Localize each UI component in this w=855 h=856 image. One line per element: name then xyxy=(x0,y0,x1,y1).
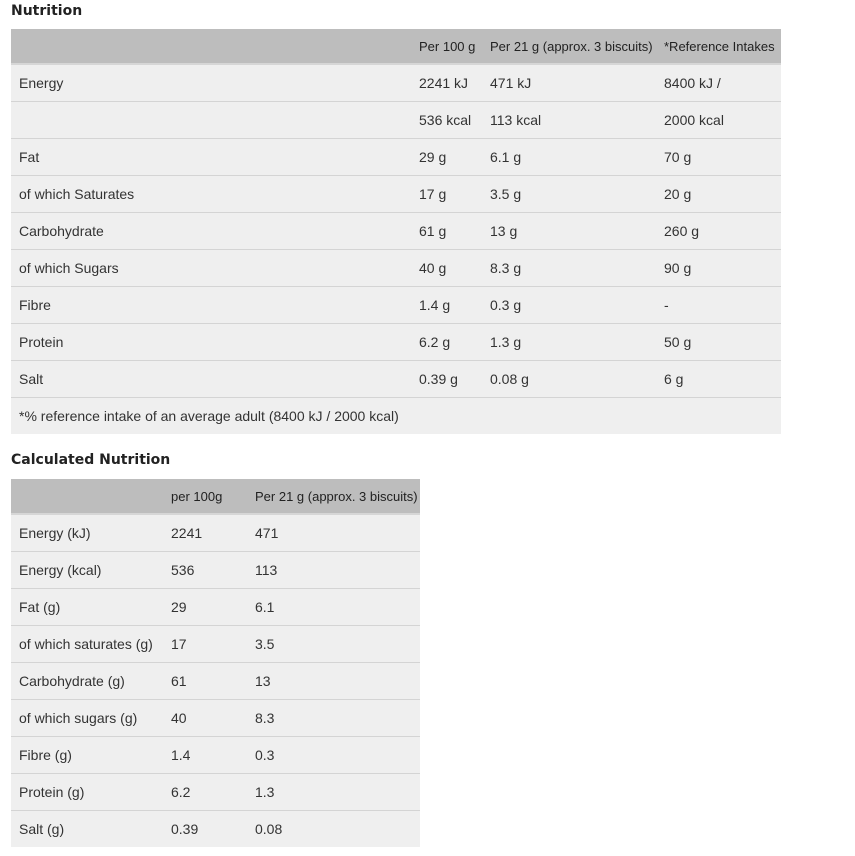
table-row xyxy=(11,102,781,139)
column-header: Per 21 g (approx. 3 biscuits) xyxy=(482,29,656,64)
row-label: Energy (kJ) xyxy=(11,514,163,552)
row-label xyxy=(11,102,411,139)
row-label: Carbohydrate (g) xyxy=(11,663,163,700)
row-label: Salt (g) xyxy=(11,811,163,848)
table-row xyxy=(11,663,420,700)
table-cell: 40 xyxy=(163,700,247,737)
table-cell: 1.3 g xyxy=(482,324,656,361)
table-row xyxy=(11,626,420,663)
table-cell: 61 g xyxy=(411,213,482,250)
table-cell: 70 g xyxy=(656,139,781,176)
table-cell: 6.1 xyxy=(247,589,420,626)
table-row xyxy=(11,250,781,287)
row-label: of which Sugars xyxy=(11,250,411,287)
nutrition-title: Nutrition xyxy=(11,3,83,19)
table-cell: 0.08 xyxy=(247,811,420,848)
row-label: Fibre (g) xyxy=(11,737,163,774)
row-label: of which Saturates xyxy=(11,176,411,213)
table-cell: 3.5 xyxy=(247,626,420,663)
table-row xyxy=(11,589,420,626)
table-cell: 260 g xyxy=(656,213,781,250)
row-label: Carbohydrate xyxy=(11,213,411,250)
table-cell: 8.3 g xyxy=(482,250,656,287)
table-cell: 1.4 g xyxy=(411,287,482,324)
table-cell: 29 g xyxy=(411,139,482,176)
table-row xyxy=(11,774,420,811)
nutrition-table xyxy=(11,29,781,434)
table-header-row xyxy=(11,29,781,64)
table-cell: 1.4 xyxy=(163,737,247,774)
table-cell: 471 xyxy=(247,514,420,552)
table-cell: 0.08 g xyxy=(482,361,656,398)
table-cell: 8400 kJ / xyxy=(656,64,781,102)
column-header: Per 100 g xyxy=(411,29,482,64)
footnote-row xyxy=(11,398,781,435)
table-cell: 8.3 xyxy=(247,700,420,737)
table-row xyxy=(11,139,781,176)
table-cell: 2000 kcal xyxy=(656,102,781,139)
table-cell: 50 g xyxy=(656,324,781,361)
row-label: Energy xyxy=(11,64,411,102)
table-cell: 20 g xyxy=(656,176,781,213)
column-header xyxy=(11,29,411,64)
table-cell: 113 kcal xyxy=(482,102,656,139)
table-row xyxy=(11,514,420,552)
column-header: per 100g xyxy=(163,479,247,514)
table-row xyxy=(11,213,781,250)
table-cell: 0.3 xyxy=(247,737,420,774)
column-header: *Reference Intakes xyxy=(656,29,781,64)
row-label: Fat (g) xyxy=(11,589,163,626)
table-cell: 3.5 g xyxy=(482,176,656,213)
table-cell: 471 kJ xyxy=(482,64,656,102)
table-row xyxy=(11,811,420,848)
table-header-row xyxy=(11,479,420,514)
row-label: Protein xyxy=(11,324,411,361)
table-cell: 90 g xyxy=(656,250,781,287)
table-cell: 113 xyxy=(247,552,420,589)
table-cell: 1.3 xyxy=(247,774,420,811)
table-cell: 29 xyxy=(163,589,247,626)
table-cell: 6.2 xyxy=(163,774,247,811)
table-cell: 61 xyxy=(163,663,247,700)
table-cell: 2241 xyxy=(163,514,247,552)
table-cell: 536 xyxy=(163,552,247,589)
table-row xyxy=(11,737,420,774)
column-header: Per 21 g (approx. 3 biscuits) xyxy=(247,479,420,514)
row-label: Salt xyxy=(11,361,411,398)
calculated-nutrition-table xyxy=(11,479,420,847)
table-row xyxy=(11,287,781,324)
row-label: Fibre xyxy=(11,287,411,324)
table-cell: 2241 kJ xyxy=(411,64,482,102)
table-row xyxy=(11,64,781,102)
table-cell: 40 g xyxy=(411,250,482,287)
row-label: Protein (g) xyxy=(11,774,163,811)
table-cell: 17 g xyxy=(411,176,482,213)
column-header xyxy=(11,479,163,514)
table-cell: 0.3 g xyxy=(482,287,656,324)
table-row xyxy=(11,361,781,398)
table-cell: 6.1 g xyxy=(482,139,656,176)
table-row xyxy=(11,552,420,589)
table-row xyxy=(11,176,781,213)
table-cell: 17 xyxy=(163,626,247,663)
calculated-nutrition-title: Calculated Nutrition xyxy=(11,452,171,468)
row-label: Energy (kcal) xyxy=(11,552,163,589)
row-label: of which saturates (g) xyxy=(11,626,163,663)
table-cell: 6.2 g xyxy=(411,324,482,361)
table-cell: 536 kcal xyxy=(411,102,482,139)
table-cell: 6 g xyxy=(656,361,781,398)
table-row xyxy=(11,324,781,361)
table-cell: 13 g xyxy=(482,213,656,250)
table-cell: 0.39 xyxy=(163,811,247,848)
reference-intake-footnote: *% reference intake of an average adult (8400 kJ / 2000 kcal) xyxy=(11,398,781,435)
table-cell: 0.39 g xyxy=(411,361,482,398)
row-label: Fat xyxy=(11,139,411,176)
table-cell: 13 xyxy=(247,663,420,700)
row-label: of which sugars (g) xyxy=(11,700,163,737)
table-cell: - xyxy=(656,287,781,324)
table-row xyxy=(11,700,420,737)
